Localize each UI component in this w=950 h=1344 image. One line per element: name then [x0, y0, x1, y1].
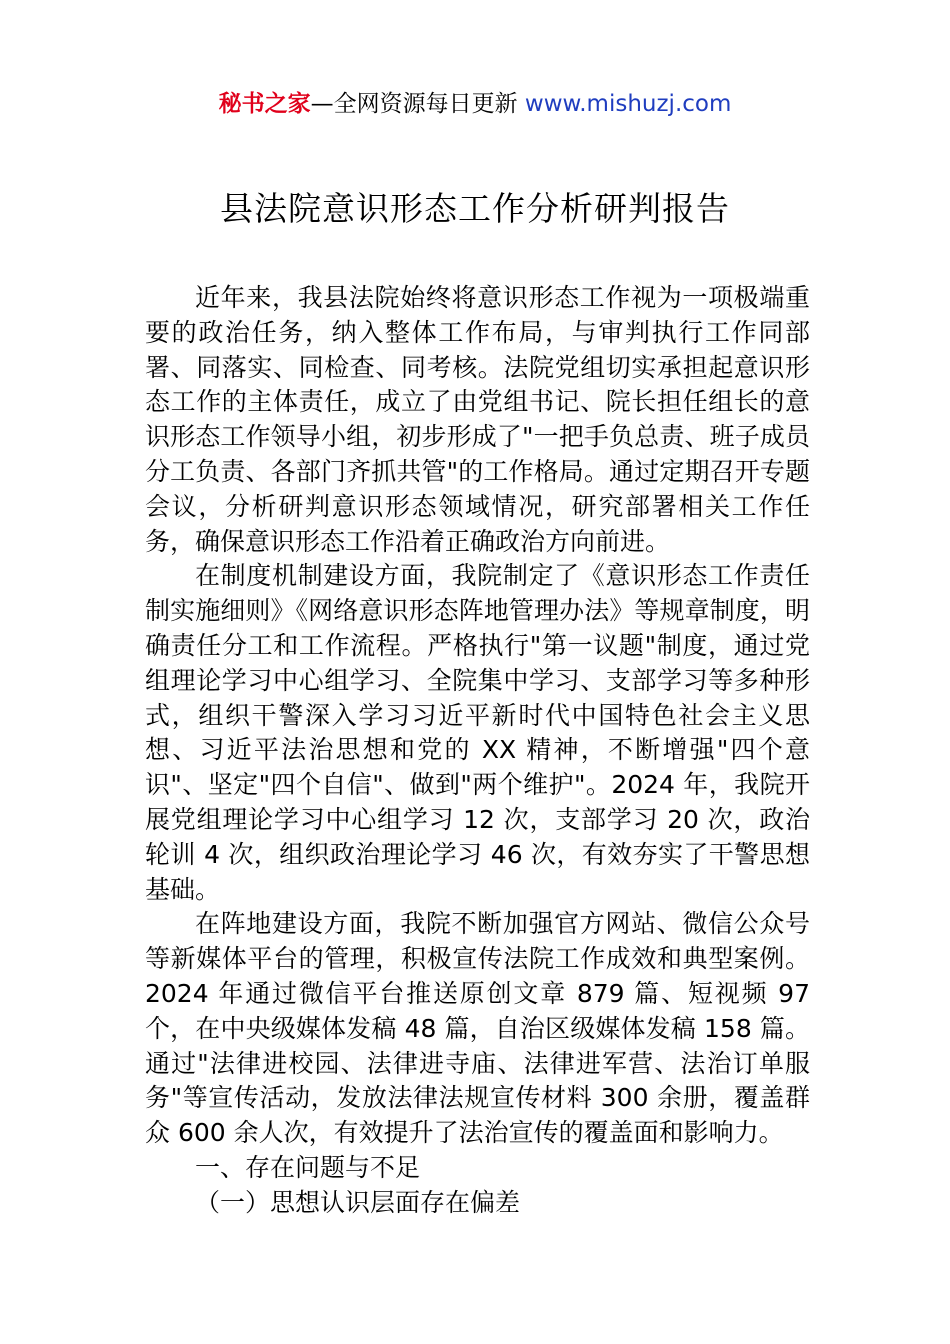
paragraph-2: 在制度机制建设方面，我院制定了《意识形态工作责任制实施细则》《网络意识形态阵地管理办法》等规章制度，明确责任分工和工作流程。严格执行"第一议题"制度，通过党组理论学习中心组学习、全院集中学习、支部学习等多种形式，组织干警深入学习习近平新时代中国特色社会主义思想、习近平法治思想和党的 XX 精神，不断增强"四个意识"、坚定"四个自信"、做到"两个维护"。2024 年，我院开展党组理论学习中心组学习 12 次，支部学习 20 次，政治轮训 4 次，组织政治理论学习 46 次，有效夯实了干警思想基础。	[145, 561, 810, 904]
section-heading: 一、存在问题与不足	[195, 1152, 421, 1182]
document-body	[145, 281, 810, 1221]
paragraph-3: 在阵地建设方面，我院不断加强官方网站、微信公众号等新媒体平台的管理，积极宣传法院工作成效和典型案例。2024 年通过微信平台推送原创文章 879 篇、短视频 97 个，在中央级媒体发稿 48 篇，自治区级媒体发稿 158 篇。通过"法律进校园、法律进寺庙、法律进军营、法治订单服务"等宣传活动，发放法律法规宣传材料 300 余册，覆盖群众 600 余人次，有效提升了法治宣传的覆盖面和影响力。	[145, 909, 810, 1148]
page-header	[0, 88, 950, 120]
document-title: 县法院意识形态工作分析研判报告	[220, 189, 730, 228]
header-url-link[interactable]: www.mishuzj.com	[524, 91, 732, 117]
paragraph-1: 近年来，我县法院始终将意识形态工作视为一项极端重要的政治任务，纳入整体工作布局，与审判执行工作同部署、同落实、同检查、同考核。法院党组切实承担起意识形态工作的主体责任，成立了由党组书记、院长担任组长的意识形态工作领导小组，初步形成了"一把手负总责、班子成员分工负责、各部门齐抓共管"的工作格局。通过定期召开专题会议，分析研判意识形态领域情况，研究部署相关工作任务，确保意识形态工作沿着正确政治方向前进。	[145, 283, 810, 556]
header-brand: 秘书之家	[218, 91, 311, 117]
header-tagline: —全网资源每日更新	[310, 91, 525, 117]
subsection-heading: （一）思想认识层面存在偏差	[195, 1187, 521, 1217]
